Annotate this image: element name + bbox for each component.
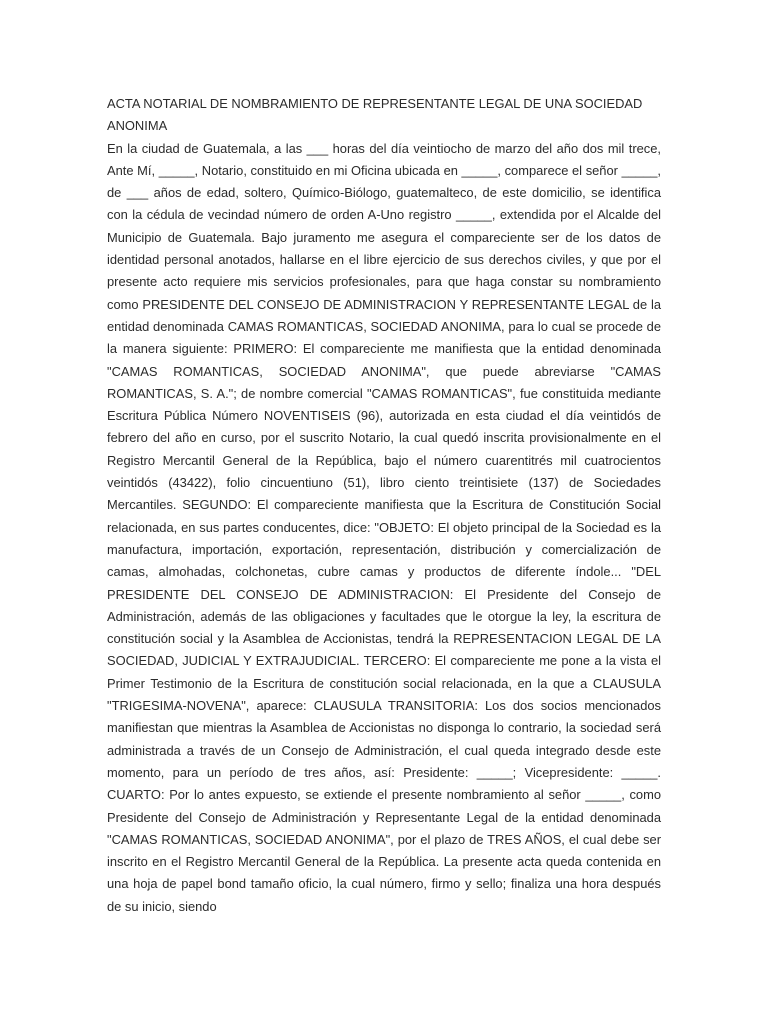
document-page [107,93,661,918]
document-body: En la ciudad de Guatemala, a las ___ horas del día veintiocho de marzo del año dos mil trece, Ante Mí, _____, Notario, constituido en mi Oficina ubicada en _____, comparece el señor _____, de ___ años de edad, soltero, Químico-Biólogo, guatemalteco, de este domicilio, se identifica con la cédula de vecindad número de orden A-Uno registro _____, extendida por el Alcalde del Municipio de Guatemala. Bajo juramento me asegura el compareciente ser de los datos de identidad personal anotados, hallarse en el libre ejercicio de sus derechos civiles, y que por el presente acto requiere mis servicios profesionales, para que haga constar su nombramiento como PRESIDENTE DEL CONSEJO DE ADMINISTRACION Y REPRESENTANTE LEGAL de la entidad denominada CAMAS ROMANTICAS, SOCIEDAD ANONIMA, para lo cual se procede de la manera siguiente: PRIMERO: El compareciente me manifiesta que la entidad denominada "CAMAS ROMANTICAS, SOCIEDAD ANONIMA", que puede abreviarse "CAMAS ROMANTICAS, S. A."; de nombre comercial "CAMAS ROMANTICAS", fue constituida mediante Escritura Pública Número NOVENTISEIS (96), autorizada en esta ciudad el día veintidós de febrero del año en curso, por el suscrito Notario, la cual quedó inscrita provisionalmente en el Registro Mercantil General de la República, bajo el número cuarentitrés mil cuatrocientos veintidós (43422), folio cincuentiuno (51), libro ciento treintisiete (137) de Sociedades Mercantiles. SEGUNDO: El compareciente manifiesta que la Escritura de Constitución Social relacionada, en sus partes conducentes, dice: "OBJETO: El objeto principal de la Sociedad es la manufactura, importación, exportación, representación, distribución y comercialización de camas, almohadas, colchonetas, cubre camas y productos de diferente índole... "DEL PRESIDENTE DEL CONSEJO DE ADMINISTRACION: El Presidente del Consejo de Administración, además de las obligaciones y facultades que le otorgue la ley, la escritura de constitución social y la Asamblea de Accionistas, tendrá la REPRESENTACION LEGAL DE LA SOCIEDAD, JUDICIAL Y EXTRAJUDICIAL. TERCERO: El compareciente me pone a la vista el Primer Testimonio de la Escritura de constitución social relacionada, en la que a CLAUSULA "TRIGESIMA-NOVENA", aparece: CLAUSULA TRANSITORIA: Los dos socios mencionados manifiestan que mientras la Asamblea de Accionistas no disponga lo contrario, la sociedad será administrada a través de un Consejo de Administración, el cual queda integrado desde este momento, para un período de tres años, así: Presidente: _____; Vicepresidente: _____. CUARTO: Por lo antes expuesto, se extiende el presente nombramiento al señor _____, como Presidente del Consejo de Administración y Representante Legal de la entidad denominada "CAMAS ROMANTICAS, SOCIEDAD ANONIMA", por el plazo de TRES AÑOS, el cual debe ser inscrito en el Registro Mercantil General de la República. La presente acta queda contenida en una hoja de papel bond tamaño oficio, la cual número, firmo y sello; finaliza una hora después de su inicio, siendo [107,140,661,914]
document-title: ACTA NOTARIAL DE NOMBRAMIENTO DE REPRESENTANTE LEGAL DE UNA SOCIEDAD ANONIMA [107,96,643,134]
